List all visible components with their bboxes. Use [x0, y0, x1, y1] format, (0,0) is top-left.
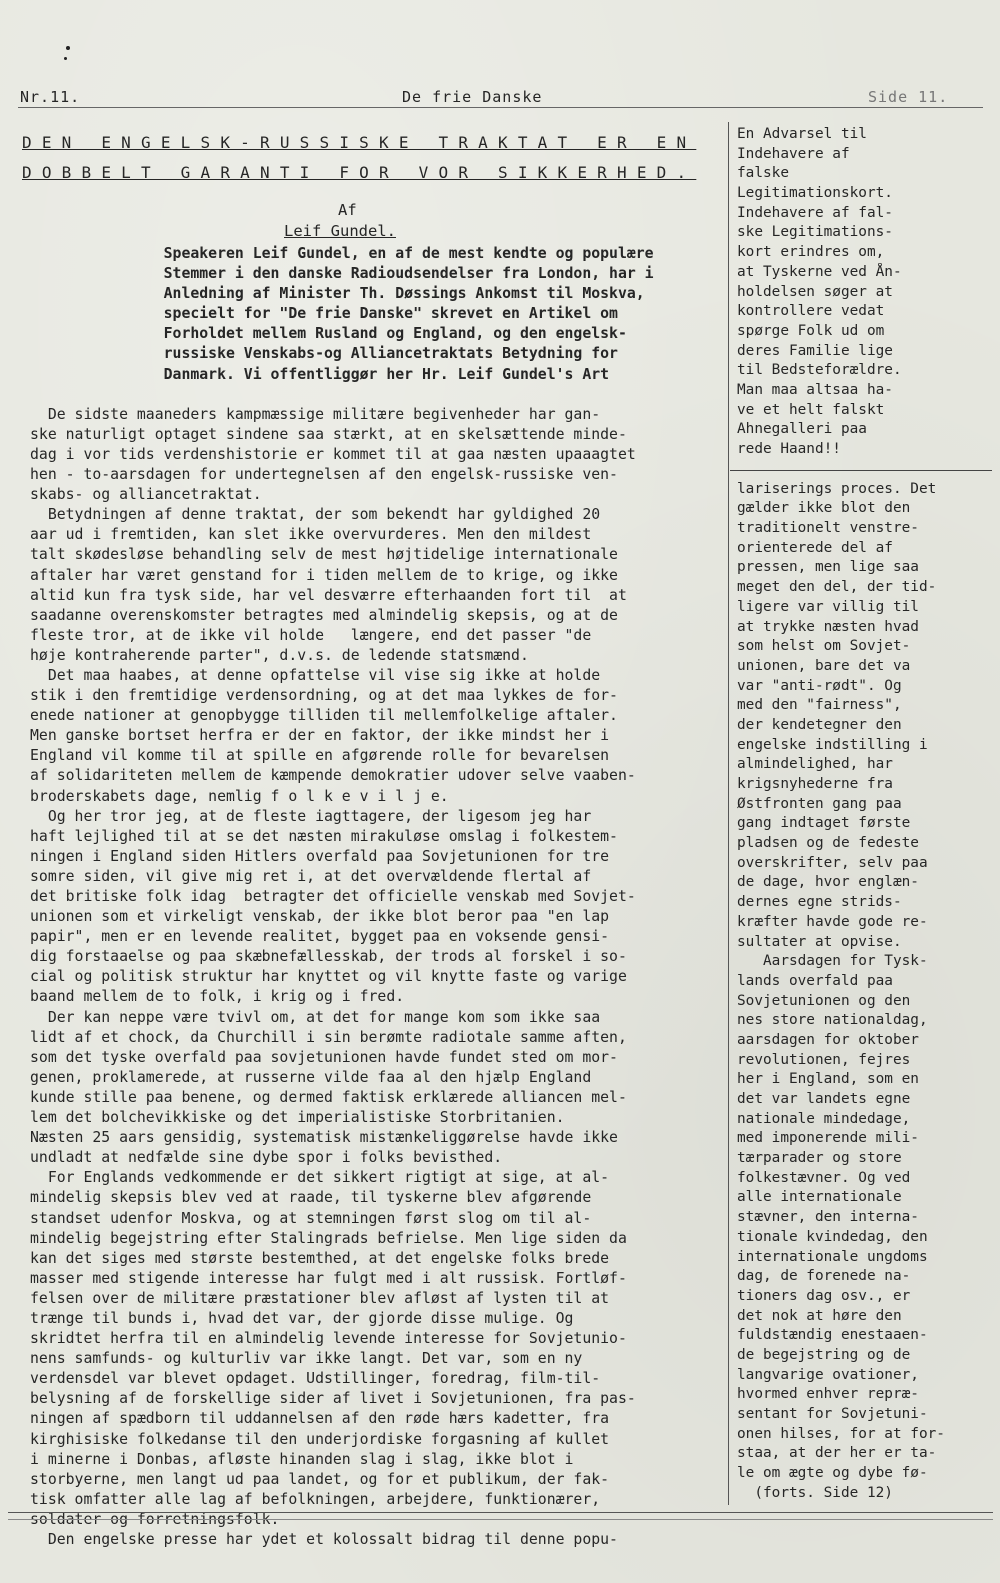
sidebar-line: som helst om Sovjet-: [737, 638, 911, 655]
text-line: soldater og forretningsfolk.: [30, 1510, 280, 1528]
sidebar-line: lands overfald paa: [737, 972, 893, 989]
sidebar-line: engelske indstilling i: [737, 736, 928, 753]
intro-line: Anledning af Minister Th. Døssings Ankomst til Moskva,: [30, 285, 645, 303]
text-line: dig forstaaelse og paa skæbnefællesskab, der trods al forskel i so-: [30, 948, 627, 966]
sidebar-line: dernes egne strids-: [737, 894, 902, 911]
text-line: saadanne overenskomster betragtes med almindelig skepsis, og at de: [30, 606, 618, 624]
sidebar-line: med den "fairness",: [737, 697, 902, 714]
text-line: Og her tror jeg, at de fleste iagttagere, der ligesom jeg har: [30, 807, 592, 825]
text-line: skridtet herfra til en almindelig levende interesse for Sovjetunio-: [30, 1330, 627, 1348]
sidebar-line: staa, at der her er ta-: [737, 1445, 937, 1462]
sidebar-column-text: [737, 480, 967, 1504]
intro-line: Stemmer i den danske Radioudsendelser fra London, har i: [30, 265, 654, 283]
sidebar-line: tioners dag osv., er: [737, 1287, 911, 1304]
text-line: lidt af et chock, da Churchill i sin berømte radiotale samme aften,: [30, 1028, 627, 1046]
text-line: broderskabets dage, nemlig f o l k e v i l j e.: [30, 787, 449, 805]
sidebar-line: det nok at høre den: [737, 1307, 902, 1324]
text-line: England vil komme til at spille en afgørende rolle for bevarelsen: [30, 747, 610, 765]
sidebar-line: sentant for Sovjetuni-: [737, 1406, 928, 1422]
issue-number: Nr.11.: [20, 88, 81, 106]
sidebar-line: alle internationale: [737, 1189, 902, 1206]
intro-line: Forholdet mellem Rusland og England, og den engelsk-: [30, 325, 627, 343]
sidebar-line: langvarige ovationer,: [737, 1366, 919, 1383]
intro-line: specielt for "De frie Danske" skrevet en Artikel om: [30, 305, 618, 323]
sidebar-line: tionale kvindedag, den: [737, 1228, 928, 1245]
sidebar-line: at trykke næsten hvad: [737, 618, 919, 635]
sidebar-line: fuldstændig enestaaen-: [737, 1327, 928, 1344]
sidebar-line: unionen, bare det va: [737, 657, 911, 674]
text-line: skabs- og alliancetraktat.: [30, 486, 262, 504]
text-line: lem det bolchevikkiske og det imperialistiske Storbritanien.: [30, 1109, 565, 1127]
sidebar-line: traditionelt venstre-: [737, 520, 919, 537]
sidebar-line: Sovjetunionen og den: [737, 992, 911, 1009]
text-line: talt skødesløse behandling selv de mest højtidelige internationale: [30, 546, 618, 564]
text-line: cial og politisk struktur har knyttet og vil knytte faste og varige: [30, 968, 627, 986]
text-line: hen - to-aarsdagen for undertegnelsen af den engelsk-russiske ven-: [30, 466, 618, 484]
sidebar-line: nes store nationaldag,: [737, 1012, 928, 1029]
warning-line: Legitimationskort.: [737, 185, 893, 202]
warning-line: falske: [737, 165, 789, 182]
warning-line: Ahnegalleri paa: [737, 421, 867, 438]
warning-line: til Bedsteforældre.: [737, 362, 902, 379]
sidebar-line: folkestævner. Og ved: [737, 1169, 911, 1186]
text-line: Men ganske bortset herfra er der en faktor, der ikke mindst her i: [30, 727, 610, 745]
text-line: Det maa haabes, at denne opfattelse vil vise sig ikke at holde: [30, 666, 601, 684]
text-line: masser med stigende interesse har fulgt med i alt russisk. Fortløf-: [30, 1269, 627, 1287]
text-line: Der kan neppe være tvivl om, at det for mange kom som ikke saa: [30, 1008, 601, 1026]
sidebar-line: overskrifter, selv paa: [737, 854, 928, 871]
text-line: genen, proklamerede, at russerne vilde faa al den hjælp England: [30, 1068, 592, 1086]
sidebar-line: pressen, men lige saa: [737, 559, 919, 576]
text-line: nens samfunds- og kulturliv var ikke langt. Det var, som en ny: [30, 1350, 583, 1368]
column-divider: [728, 122, 729, 1505]
sidebar-line: var "anti-rødt". Og: [737, 677, 902, 694]
byline-author: Leif Gundel.: [284, 222, 396, 240]
bottom-rule-2: [8, 1519, 993, 1520]
text-line: storbyerne, men langt ud paa landet, og for et publikum, der fak-: [30, 1470, 610, 1488]
sidebar-line: Østfronten gang paa: [737, 795, 902, 812]
text-line: dag i vor tids verdenshistorie er kommet til at gaa næsten upaaagtet: [30, 445, 636, 463]
sidebar-line: de begejstring og de: [737, 1346, 911, 1363]
sidebar-line: der kendetegner den: [737, 716, 902, 733]
text-line: aftaler har været genstand for i tiden mellem de to krige, og ikke: [30, 566, 618, 584]
sidebar-line: ligere var villig til: [737, 598, 919, 615]
text-line: felsen over de militære præstationer blev afløst af lysten til at: [30, 1289, 610, 1307]
headline-line-2: DOBBELT GARANTI FOR VOR SIKKERHED.: [22, 163, 697, 182]
bottom-rule: [8, 1512, 993, 1513]
text-line: i minerne i Donbas, afløste hinanden slag i slag, ikke blot i: [30, 1450, 574, 1468]
sidebar-line: orienterede del af: [737, 539, 893, 556]
text-line: ske naturligt optaget sindene saa stærkt, at en skelsættende minde-: [30, 425, 627, 443]
text-line: Betydningen af denne traktat, der som bekendt har gyldighed 20: [30, 506, 601, 524]
text-line: haft lejlighed til at se det næsten mirakuløse omslag i folkestem-: [30, 827, 618, 845]
sidebar-line: sultater at opvise.: [737, 933, 902, 950]
sidebar-line: onen hilses, for at for-: [737, 1425, 945, 1442]
warning-box: [737, 125, 967, 460]
article-body: [30, 244, 722, 1550]
sidebar-line: krigsnyhederne fra: [737, 776, 893, 792]
warning-line: deres Familie lige: [737, 342, 893, 359]
sidebar-line: med imponerende mili-: [737, 1130, 919, 1147]
sidebar-line: det var landets egne: [737, 1091, 911, 1107]
text-line: somre siden, vil give mig ret i, at det overvældende flertal af: [30, 867, 592, 885]
warning-box-rule: [730, 470, 992, 471]
warning-line: Indehavere af: [737, 145, 850, 162]
text-line: For Englands vedkommende er det sikkert rigtigt at sige, at al-: [30, 1169, 610, 1187]
sidebar: [737, 125, 967, 1503]
sidebar-line: her i England, som en: [737, 1071, 919, 1088]
warning-line: ve et helt falskt: [737, 401, 885, 418]
ink-spot: [66, 46, 70, 50]
text-line: ningen i England siden Hitlers overfald paa Sovjetunionen for tre: [30, 847, 610, 865]
text-line: fleste tror, at de ikke vil holde længere, end det passer "de: [30, 626, 592, 644]
sidebar-line: nationale mindedage,: [737, 1110, 911, 1127]
warning-line: Man maa altsaa ha-: [737, 381, 893, 398]
sidebar-line: dag, de forenede na-: [737, 1268, 911, 1285]
headline-line-1: DEN ENGELSK-RUSSISKE TRAKTAT ER EN: [22, 133, 697, 152]
warning-line: rede Haand!!: [737, 441, 841, 457]
text-line: kan det siges med største bestemthed, at det engelske folks brede: [30, 1249, 610, 1267]
intro-line: russiske Venskabs-og Alliancetraktats Betydning for: [30, 345, 618, 363]
warning-line: spørge Folk ud om: [737, 322, 885, 339]
paper-name: De frie Danske: [402, 88, 543, 106]
sidebar-line: stævner, den interna-: [737, 1209, 919, 1226]
sidebar-line: gælder ikke blot den: [737, 500, 911, 517]
header-rule: [18, 107, 983, 108]
article-intro: [30, 244, 722, 405]
sidebar-line: aarsdagen for oktober: [737, 1031, 919, 1048]
warning-line: Indehavere af fal-: [737, 204, 893, 221]
warning-line: holdelsen søger at: [737, 283, 893, 300]
text-line: høje kontraherende parter", d.v.s. de ledende statsmænd.: [30, 646, 529, 664]
byline-prefix: Af: [338, 201, 357, 219]
text-line: papir", men er en levende realitet, bygget paa en voksende gensi-: [30, 928, 610, 946]
sidebar-line: Aarsdagen for Tysk-: [737, 953, 928, 970]
sidebar-line: tærparader og store: [737, 1150, 902, 1167]
warning-line: at Tyskerne ved Ån-: [737, 263, 902, 280]
sidebar-line: hvormed enhver repræ-: [737, 1386, 919, 1403]
sidebar-line: meget den del, der tid-: [737, 579, 937, 596]
warning-line: En Advarsel til: [737, 126, 867, 142]
sidebar-line: gang indtaget første: [737, 815, 911, 832]
sidebar-line: revolutionen, fejres: [737, 1051, 911, 1068]
text-line: stik i den fremtidige verdensordning, og at det maa lykkes de for-: [30, 687, 618, 705]
intro-line: Danmark. Vi offentliggør her Hr. Leif Gundel's Art: [30, 365, 610, 383]
text-line: De sidste maaneders kampmæssige militære begivenheder har gan-: [30, 405, 601, 423]
text-line: Den engelske presse har ydet et kolossalt bidrag til denne popu-: [30, 1531, 618, 1548]
sidebar-line: almindelighed, har: [737, 756, 893, 773]
text-line: trænge til bunds i, hvad det var, der gjorde disse mulige. Og: [30, 1309, 574, 1327]
text-line: belysning af de forskellige sider af livet i Sovjetunionen, fra pas-: [30, 1390, 636, 1408]
sidebar-line: de dage, hvor englæn-: [737, 874, 919, 891]
text-line: som det tyske overfald paa sovjetunionen havde fundet sted om mor-: [30, 1048, 618, 1066]
text-line: kunde stille paa benene, og dermed faktisk erklærede alliancen mel-: [30, 1088, 627, 1106]
warning-line: ske Legitimations-: [737, 224, 893, 241]
intro-line: [30, 385, 722, 405]
sidebar-line: (forts. Side 12): [737, 1484, 893, 1501]
text-line: aar ud i fremtiden, kan slet ikke overvurderes. Men den mildest: [30, 526, 592, 544]
sidebar-line: lariserings proces. Det: [737, 480, 937, 497]
sidebar-line: pladsen og de fedeste: [737, 835, 919, 852]
text-line: mindelig skepsis blev ved at raade, til tyskerne blev afgørende: [30, 1189, 592, 1207]
text-line: kirghisiske folkedanse til den underjordiske forgasning af kullet: [30, 1430, 610, 1448]
sidebar-line: kræfter havde gode re-: [737, 913, 928, 930]
text-line: altid kun fra tysk side, har vel desværre efterhaanden fort til at: [30, 586, 627, 604]
text-line: baand mellem de to folk, i krig og i fred.: [30, 988, 405, 1006]
text-line: verdensdel var blevet opdaget. Udstillinger, foredrag, film-til-: [30, 1370, 601, 1388]
warning-line: kontrollere vedat: [737, 303, 885, 320]
sidebar-line: le om ægte og dybe fø-: [737, 1465, 928, 1482]
sidebar-line: internationale ungdoms: [737, 1248, 928, 1265]
text-line: Næsten 25 aars gensidig, systematisk mistænkeliggørelse havde ikke: [30, 1129, 618, 1147]
text-line: enede nationer at genopbygge tilliden til mellemfolkelige aftaler.: [30, 707, 618, 725]
text-line: af solidariteten mellem de kæmpende demokratier udover selve vaaben-: [30, 767, 636, 785]
intro-line: Speakeren Leif Gundel, en af de mest kendte og populære: [30, 245, 654, 262]
text-line: undladt at nedfælde sine dybe spor i folks bevisthed.: [30, 1149, 503, 1167]
text-line: tisk omfatter alle lag af befolkningen, arbejdere, funktionærer,: [30, 1490, 601, 1508]
text-line: ningen af spædborn til uddannelsen af den røde hærs kadetter, fra: [30, 1410, 610, 1428]
text-line: det britiske folk idag betragter det officielle venskab med Sovjet-: [30, 888, 636, 905]
warning-line: kort erindres om,: [737, 244, 885, 261]
text-line: standset udenfor Moskva, og at stemningen først slog om til al-: [30, 1209, 592, 1227]
text-line: unionen som et virkeligt venskab, der ikke blot beror paa "en lap: [30, 908, 610, 926]
text-line: mindelig begejstring efter Stalingrads befrielse. Men lige siden da: [30, 1229, 627, 1247]
ink-spot: [64, 57, 67, 60]
article-text: [30, 405, 722, 1550]
page-number: Side 11.: [868, 88, 949, 106]
